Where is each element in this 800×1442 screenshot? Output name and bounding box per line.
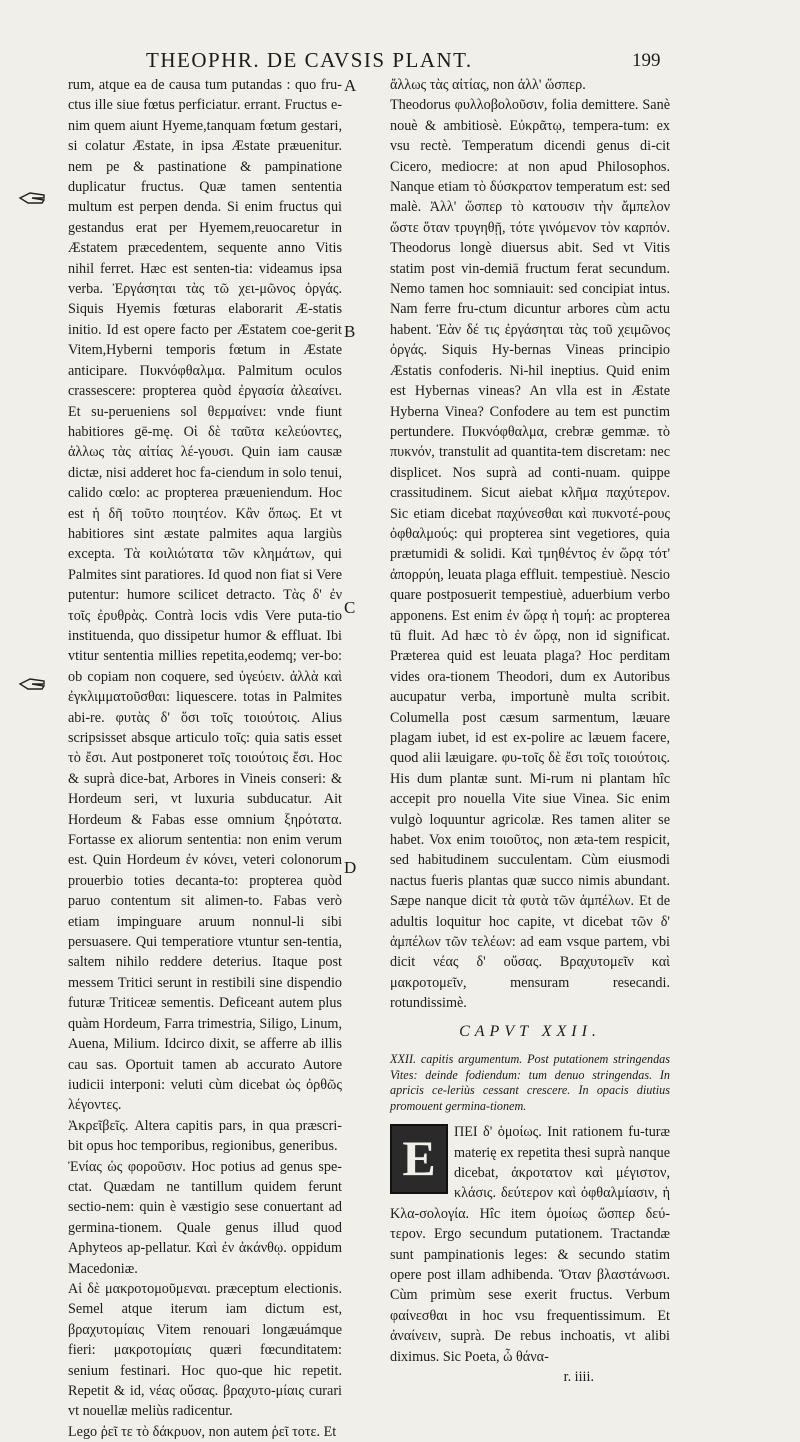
chapter-heading: CAPVT XXII. <box>459 1022 601 1040</box>
pointing-hand-icon <box>18 190 48 206</box>
right-intro: ἄλλως τὰς αἰτίας, non ἀλλ' ὥσπερ. <box>390 77 586 93</box>
margin-marker-b: B <box>344 322 356 341</box>
pointing-hand-icon <box>18 676 48 692</box>
margin-marker-d: D <box>344 858 357 877</box>
left-paragraph: Ἀκρεῖβεῖς. Altera capitis pars, in qua præscri-bit opus hoc temporibus, regionibus, generibus. <box>68 1117 342 1155</box>
page-number: 199 <box>632 50 661 71</box>
running-head: THEOPHR. DE CAVSIS PLANT. <box>146 48 473 72</box>
margin-marker-a: A <box>344 76 357 95</box>
right-paragraph: Theodorus φυλλοβολοῦσιν, folia demittere. Sanè nouè & ambitiosè. Εὐκρᾶτῳ, tempera-tum: ex vsu rectè. Temperatum dicendi genus di-cit Cicero, mediocre: at non apud Philosophos. Nanque etiam τὸ δύσκρατον temperatum est: sed malè. Ἀλλ' ὥσπερ τὸ κατουσιν τὴν ἄμπελον ὥστε ὅταν τρυγηθῇ, τότε γινόμενον τὸν καρπόν. Theodorus longè diuersus abit. Sed vt Vitis statim post vin-demiā fructum ferat secundum. Nemo tamen hoc somniauit: sed concipiat intus. Nam ferre fru-ctum dicuntur arbores cùm actu habent. Ἐὰν δέ τις ἐργάσηται τὰς τοῦ χειμῶνος ὀργάς. Siquis Hy-bernas Vineas principio Æstatis confoderis. Ni-hil ineptius. Quid enim est Hybernas vineas? An vlla est in Æstate Hyberna Vinea? Confodere au tem est punctim pertundere. Πυκνόφθαλμα, crebræ gemmæ. τὸ πυκνόν, transtulit ad quantita-tem discretam: nec displicet. Nos suprà ad conti-nuam. quippe crassitudinem. Sicut aiebat κλῆμα παχύτερον. Sic etiam dicebat παχύνεσθαι καὶ πυκνοτέ-ρους ὀφθαλμούς: qui propterea sint vegetiores, quia prætumidi & solidi. Καὶ τμηθέντος ἐν ὥρᾳ τότ' ἀπορρύη, leuata plaga effluit. tempestiuè. Nescio quare postposuerit tempestiuè, aduerbium verbo apponens. Est enim ἐν ὥρᾳ ἡ τομή: ac propterea tū fluit. Ad hæc τὸ ἐν ὥρᾳ, non id significat. Præterea quid est leuata plaga? Hoc perditam vides ora-tionem Theodori, dum ex Autoribus aucupatur verba, importunè multa scribit. Columella post cæsum sarmentum, læuare plagam iubet, id est ex-polire ac læuem facere, quod alii læuigare. φυ-τοῖς δὲ ἔσι τοῖς τοιούτοις. His dum plantæ sunt. Mi-rum ni plantam hîc accepit pro nouella Vite siue Vinea. Sic enim vulgò loquuntur agricolæ. Res tamen aliter se habet. Vox enim τοιοῦτος, non æta-tem respicit, sed habitudinem succulentam. Cùm eiusmodi nactus fueris plantas quæ succo nimis abundant. Sæpe nanque dicit τὰ φυτὰ τῶν ἀμπέλων. Et de adultis loquitur hoc capite, vt dicebat τῶν δ' ἀμπέλων τῶν τελέων: ad eam vsque partem, vbi dicit νέας δ' οὔσας. Βραχυτομεῖν καὶ μακροτομεῖν, mensuram resecandi. rotundissimè. <box>390 97 670 1012</box>
chapter-text: ΠΕΙ δ' ὁμοίως. Init rationem fu-turæ materię ex repetita thesi suprà nanque dicebat, ἀκροτατον καὶ μέγιστον, κλάσις. δεύτερον καὶ ὀφθαλμίασιν, ἡ Κλα-σολογία. Hîc item ὁμοίως ὥσπερ δεύ-τερον. Ergo secundum putationem. Tractandæ sunt pampinationis leges: & secundo statim opere post illam adhibenda. Ὅταν βλαστάνωσι. Cùm primùm sese exerit fructus. Verbum φαίνεσθαι in hoc vsu frequentissimum. Et ἀναίνειν, suprà. De rebus inchoatis, vt alibi diximus. Sic Poeta, ὦ θάνα- <box>390 1124 670 1365</box>
left-paragraph: Lego ῥεῖ τε τὸ δάκρυον, non autem ῥεῖ τοτε. Et <box>68 1423 337 1440</box>
drop-cap: E <box>390 1124 448 1194</box>
margin-marker-c: C <box>344 598 356 617</box>
left-paragraph: Αἱ δὲ μακροτομοῦμεναι. præceptum electionis. Semel atque iterum iam dictum est, βραχυτομίαις Vitem renouari longæuámque fieri: μακροτομίαις quæri fœcunditatem: senium festinari. Hoc quo-que hic repetit. Repetit & id, νέας οὔσας. βραχυτο-μίαις curari vt nouellæ meliùs radicentur. <box>68 1280 342 1420</box>
right-column <box>390 75 670 1387</box>
left-paragraph: rum, atque ea de causa tum putandas : quo fru-ctus ille siue fœtus perficiatur. errant. Fructus e-nim quem aiunt Hyeme,tanquam fœtum gestari, si colatur Æstate, in ipsa Æstate præuenitur. nem pe & pastinatione & pampinatione duplicatur fructus. Quæ tamen sententia multum est perpen denda. Si enim fructus qui gestandus erat per Hyemem,reuocaretur in Æstatem præcedentem, sequente anno Vitis nihil ferret. Hæc est senten-tia: videamus ipsa verba. Ἐργάσηται τὰς τῶ χει-μῶνος ὀργάς. Siquis Hyemis fœturas elaborarit Æ-statis initio. Id est opere facto per Æstatem coe-gerit Vitem,Hyberni temporis fœtum in Æstate anticipare. Πυκνόφθαλμα. Palmitum oculos crassescere: propterea quòd ἐργασία ἀλεαίνει. Et su-perueniens sol θερμαίνει: vnde fiunt habitiores gē-mę. Οἱ δὲ ταῦτα κελεύοντες, ἀλλως τὰς αἰτίας λέ-γουσι. Quin iam causæ dictæ, nisi adderet hoc fa-ciendum in solo tenui, calido cœlo: ac propterea præueniendum. Hoc est ἡ δῆ τοῦτο ποιητέον. Κἂν ὅπως. Et vt habitiores sint æstate palmites aqua largiùs excepta. Τὰ κοιλιώτατα τῶν κλημάτων, qui Palmites sint paratiores. Id quod non fiat si Vere putentur: humore scilicet detracto. Τὰς δ' ἐν τοῖς ἐρυθρὰς. Contrà locis vdis Vere puta-tio instituenda, quo dissipetur humor & effluat. Ibi vtitur sententia millies repetita,eodemq; ver-bo: ob copiam non coquere, sed ὑγεύειν. ἀλλὰ καὶ ἐγκλιμματοῦσθαι: liquescere. totas in Palmites abi-re. φυτὰς δ' ὅσι τοῖς τοιούτοις. Alius scripsisset absque articulo τοῖς: quia satis esset τὸ ἔσι. Aut postponeret τοῖς τοιούτοις ἔσι. Hoc & suprà dice-bat, Arbores in Vineis conseri: & Hordeum seri, vt luxuria subducatur. Ait Hordeum & Fabas esse omnium ξηρότατα. Fortasse ex aliorum sententia: non enim verum est. Quin Hordeum ἐν κόνει, veteri colonorum prouerbio toties decanta-to: propterea quòd paruo contentum sit alimen-to. Fabas verò etiam impinguare aruum nonnul-li sibi persuasere. Qui temperatiore vtuntur sen-tentia, saltem nihilo reddere deterius. Itaque post messem Tritici serunt in restibili sine dispendio futuræ Triticeæ sementis. Deficeant autem plus quàm Hordeum, Farra trimestria, Siligo, Linum, Auena, Milium. Idcirco dixit, se afferre ab illis cau sas. Oportuit tamen ab accurato Autore iudicii interponi: veluti cùm dicebat ὡς ὀρθῶς λέγοντες. <box>68 77 342 1114</box>
page-header <box>0 36 800 76</box>
signature-mark: r. iiii. <box>563 1368 594 1385</box>
chapter-opening <box>390 1122 670 1367</box>
left-paragraph: Ἐνίας ὡς φοροῦσιν. Hoc potius ad genus spe-ctat. Quædam ne tantillum quidem ferunt sectio-nem: quin è væstigio sese conuertant ad germina-tionem. Quale genus illud quod Aphyteos ap-pellatur. Καὶ ἐν ἀκάνθῳ. oppidum Macedoniæ. <box>68 1158 342 1277</box>
chapter-argument: XXII. capitis argumentum. Post putationem stringendas Vites: deinde fodiendum: tum denuo stringendas. In apricis ce-leriùs cessant crescere. In opacis diutius promouent germina-tionem. <box>390 1052 670 1113</box>
left-column <box>68 75 342 1442</box>
